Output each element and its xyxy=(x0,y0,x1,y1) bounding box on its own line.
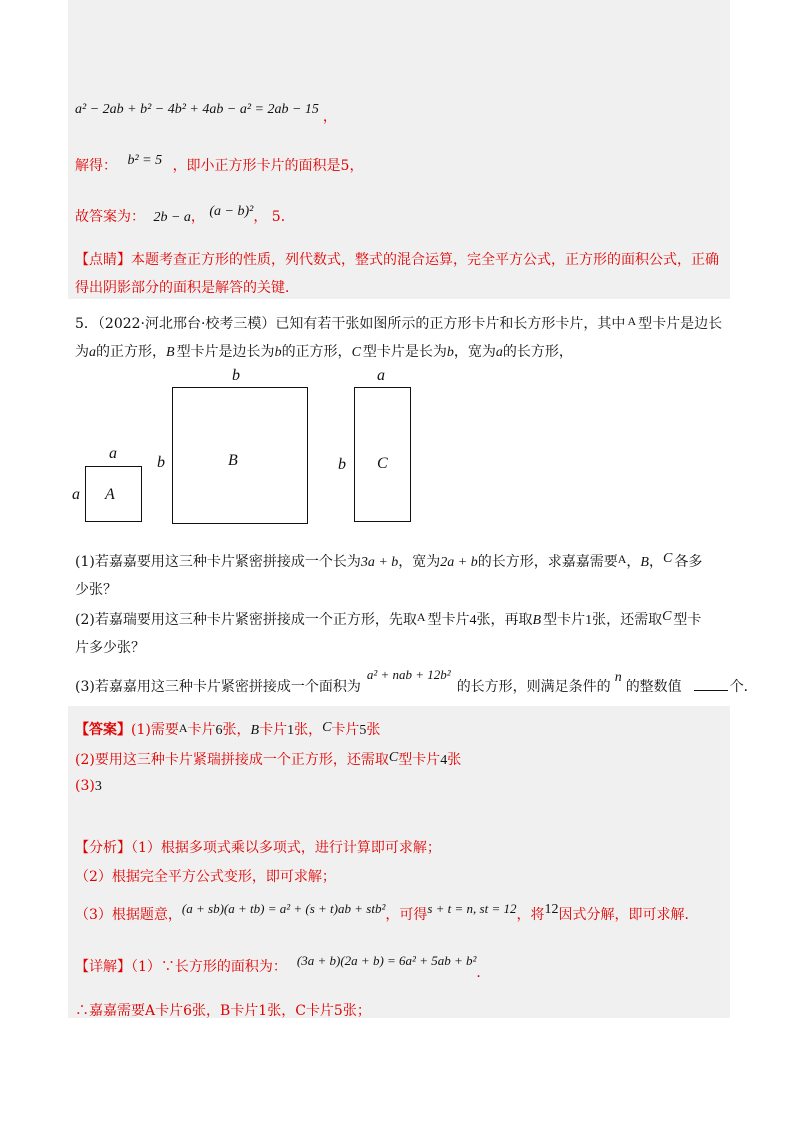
detail-line xyxy=(75,953,491,981)
text: 张， xyxy=(294,722,323,738)
text: 的正方形， xyxy=(96,344,166,360)
answer-line-1 xyxy=(75,719,380,739)
question-3-line xyxy=(75,667,758,696)
card-b xyxy=(172,387,308,524)
question-1-line-1 xyxy=(75,551,702,571)
text: 型卡 xyxy=(673,612,702,628)
text: 张， xyxy=(222,722,251,738)
answer-sep-1: ， xyxy=(190,209,205,225)
card-a-top-label: a xyxy=(109,445,117,462)
number: 5 xyxy=(359,723,367,738)
text: 型卡片是长为 xyxy=(362,344,447,360)
question-1-line-2: 少张？ xyxy=(75,582,117,598)
math-n: n xyxy=(614,670,622,685)
answer-tag: 【答案】 xyxy=(75,722,131,738)
math-factor-identity: (a + sb)(a + tb) = a² + (s + t)ab + stb² xyxy=(181,901,386,916)
answer-blank[interactable] xyxy=(694,679,728,691)
math-C: C xyxy=(351,345,361,360)
text: 各多 xyxy=(674,554,703,570)
math-A: A xyxy=(178,721,188,735)
math-area-expansion: (3a + b)(2a + b) = 6a² + 5ab + b² xyxy=(296,953,477,968)
number: 1 xyxy=(585,613,593,628)
text: 张，还需取 xyxy=(592,612,663,628)
solve-suffix: ，即小正方形卡片的面积是5， xyxy=(172,158,364,174)
math-q1-length: 3a + b xyxy=(360,555,399,570)
math-b: b xyxy=(274,345,282,360)
text: 个． xyxy=(729,679,758,695)
answer-math-2: (a − b)² xyxy=(209,204,254,219)
math-C: C xyxy=(388,750,399,765)
answer-line xyxy=(75,206,295,226)
math-A: A xyxy=(617,552,627,566)
number: 12 xyxy=(544,902,559,917)
text: ， xyxy=(626,554,641,570)
card-b-name: B xyxy=(228,452,238,469)
comment-line-1: 【点睛】本题考查正方形的性质，列代数式，整式的混合运算，完全平方公式，正方形的面积公式，正确 xyxy=(75,252,719,268)
solve-prefix: 解得： xyxy=(75,158,117,174)
card-a-side-label: a xyxy=(72,486,80,503)
math-B: B xyxy=(166,345,175,360)
problem-line-1-math: A xyxy=(627,314,637,328)
text: 的整数值 xyxy=(625,679,682,695)
number: 4 xyxy=(440,753,448,768)
math-C: C xyxy=(662,609,672,624)
math-C: C xyxy=(662,551,673,566)
text: ， xyxy=(648,554,663,570)
card-c-side-label: b xyxy=(338,456,346,473)
text: 型卡片是边长为 xyxy=(176,344,275,360)
text: （3）根据题意， xyxy=(75,907,182,923)
text: 型卡片 xyxy=(427,612,470,628)
card-a-name: A xyxy=(105,486,115,503)
solve-math: b² = 5 xyxy=(127,153,163,168)
problem-line-1-suffix: 型卡片是边长 xyxy=(638,316,723,332)
text: 卡片 xyxy=(187,722,216,738)
math-B: B xyxy=(532,613,542,628)
question-2-line-1 xyxy=(75,609,701,629)
analysis-line-1: 【分析】（1）根据多项式乘以多项式，进行计算即可求解； xyxy=(75,840,441,856)
text: 张 xyxy=(366,722,381,738)
analysis-line-2: （2）根据完全平方公式变形，即可求解； xyxy=(75,869,336,885)
answer-prefix: 故答案为： xyxy=(75,209,145,225)
equation-tail: ， xyxy=(322,110,337,125)
text: 的正方形， xyxy=(281,344,352,360)
text: 张，再取 xyxy=(476,612,533,628)
text: ． xyxy=(476,965,491,981)
answer-line-2 xyxy=(75,749,461,769)
number: 1 xyxy=(287,723,295,738)
problem-line-2 xyxy=(75,341,573,361)
text: 【详解】（1）∵长方形的面积为： xyxy=(75,959,287,975)
text: ，宽为 xyxy=(398,554,441,570)
math-b: b xyxy=(446,345,454,360)
equation-text: a² − 2ab + b² − 4b² + 4ab − a² = 2ab − 15 xyxy=(75,102,319,117)
math-q3-area: a² + nab + 12b² xyxy=(366,667,451,682)
number: 3 xyxy=(94,779,102,794)
text: 型卡片 xyxy=(543,612,586,628)
math-conditions: s + t = n, st = 12 xyxy=(427,901,517,916)
math-B: B xyxy=(250,723,260,738)
math-A: A xyxy=(416,610,426,624)
card-b-side-label: b xyxy=(157,454,165,471)
answer-sep-2: ， xyxy=(253,209,268,225)
number: 6 xyxy=(215,723,223,738)
math-q1-width: 2a + b xyxy=(440,555,478,570)
equation-line xyxy=(75,98,337,125)
conclusion-line: ∴嘉嘉需要A卡片6张，B卡片1张，C卡片5张； xyxy=(75,1003,371,1019)
solve-line xyxy=(75,155,363,175)
text: 的长方形，求嘉嘉需要 xyxy=(477,554,618,570)
text: 卡片 xyxy=(259,722,288,738)
text: (1)若嘉嘉要用这三种卡片紧密拼接成一个长为 xyxy=(75,554,361,570)
answer-tail: 5． xyxy=(271,209,295,225)
math-B: B xyxy=(640,555,649,570)
text: 型卡片 xyxy=(398,752,441,768)
math-a: a xyxy=(495,345,503,360)
text: 的长方形，则满足条件的 xyxy=(456,679,611,695)
text: (2)要用这三种卡片紧瑞拼接成一个正方形，还需取 xyxy=(75,752,389,768)
card-c-name: C xyxy=(377,455,388,472)
problem-line-1 xyxy=(75,313,722,333)
text: (2)若嘉瑞要用这三种卡片紧密拼接成一个正方形，先取 xyxy=(75,612,417,628)
card-b-top-label: b xyxy=(232,367,240,384)
answer-math-1: 2b − a xyxy=(153,210,191,225)
comment-line-2: 得出阴影部分的面积是解答的关键． xyxy=(75,280,299,296)
math-C: C xyxy=(322,720,332,735)
text: (1)需要 xyxy=(131,722,179,738)
text: 卡片 xyxy=(331,722,360,738)
card-c-top-label: a xyxy=(377,367,385,384)
number: 4 xyxy=(469,613,477,628)
text: (3)若嘉嘉用这三种卡片紧密拼接成一个面积为 xyxy=(75,679,361,695)
answer-line-3 xyxy=(75,778,102,795)
math-a: a xyxy=(89,345,96,360)
question-2-line-2: 片多少张？ xyxy=(75,640,145,656)
problem-line-1-prefix: 5．（2022·河北邢台·校考三模）已知有若干张如图所示的正方形卡片和长方形卡片，其中 xyxy=(75,316,626,332)
text: (3) xyxy=(75,778,95,794)
analysis-line-3 xyxy=(75,901,699,924)
text: ，可得 xyxy=(385,907,428,923)
text: 的长方形， xyxy=(502,344,573,360)
text: 为 xyxy=(75,344,89,360)
text: ，宽为 xyxy=(453,344,496,360)
text: 张 xyxy=(447,752,462,768)
text: ，将 xyxy=(516,907,545,923)
text: 因式分解，即可求解． xyxy=(558,907,699,923)
